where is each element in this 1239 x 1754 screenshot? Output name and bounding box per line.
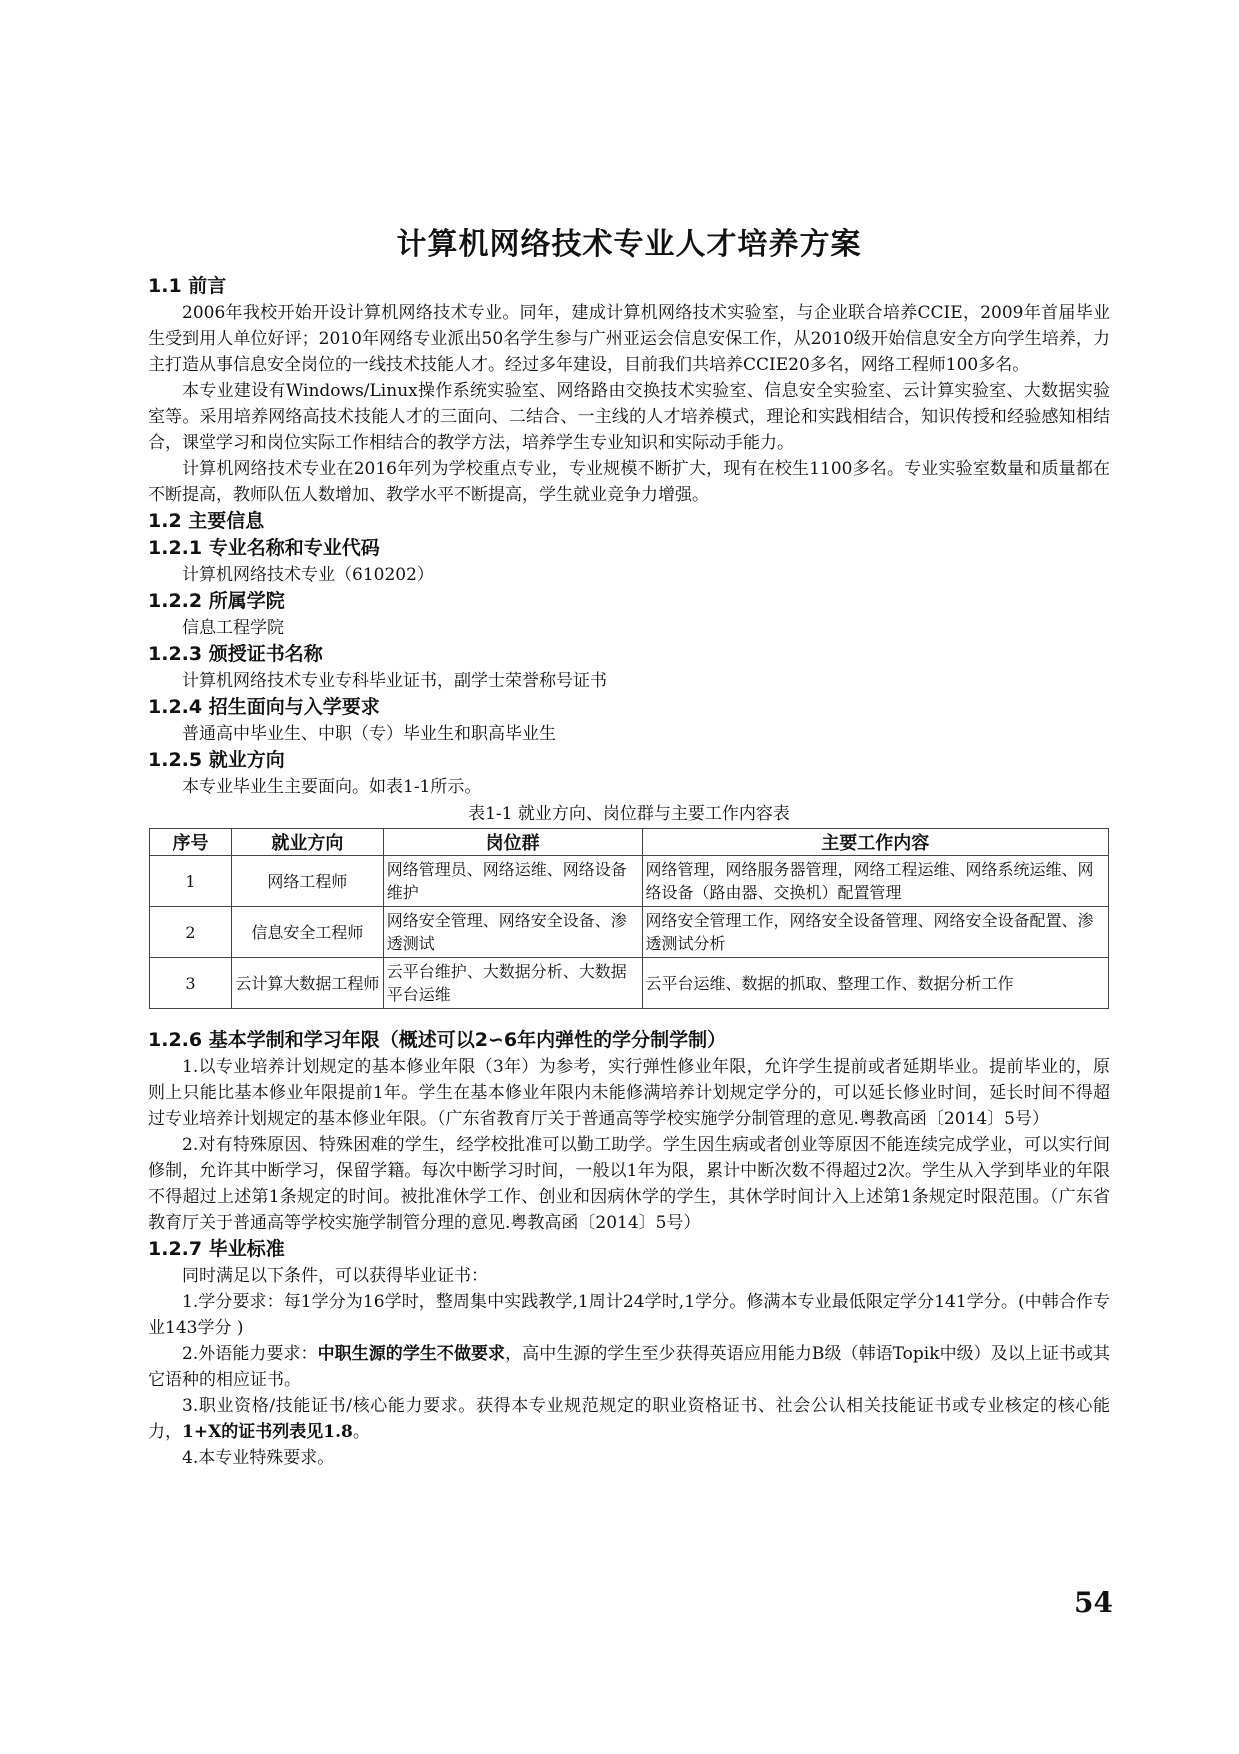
paragraph: 4.本专业特殊要求。	[182, 1448, 335, 1468]
paragraph: 计算机网络技术专业在2016年列为学校重点专业，专业规模不断扩大，现有在校生1100多名。专业实验室数量和质量都在不断提高，教师队伍人数增加、教学水平不断提高，学生就业竞争力增强。	[148, 459, 1110, 505]
table-header: 主要工作内容	[642, 829, 1109, 856]
table-cell: 网络安全管理工作，网络安全设备管理、网络安全设备配置、渗透测试分析	[642, 907, 1109, 958]
certificate-name: 计算机网络技术专业专科毕业证书，副学士荣誉称号证书	[182, 671, 607, 691]
text-run: 2.外语能力要求：	[182, 1344, 318, 1364]
table-header-row	[150, 829, 1109, 856]
table-header: 序号	[150, 829, 232, 856]
page-number: 54	[1074, 1586, 1113, 1619]
employment-table	[149, 828, 1109, 1009]
table-caption: 表1-1 就业方向、岗位群与主要工作内容表	[468, 804, 790, 824]
paragraph: 1.学分要求：每1学分为16学时，整周集中实践教学,1周计24学时,1学分。修满本专业最低限定学分141学分。(中韩合作专业143学分 )	[148, 1292, 1110, 1338]
table-row	[150, 856, 1109, 907]
section-heading-1-1: 1.1 前言	[148, 275, 227, 297]
table-header: 就业方向	[231, 829, 383, 856]
enrollment-requirements: 普通高中毕业生、中职（专）毕业生和职高毕业生	[182, 724, 556, 744]
paragraph: 1.以专业培养计划规定的基本修业年限（3年）为参考，实行弹性修业年限，允许学生提前或者延期毕业。提前毕业的，原则上只能比基本修业年限提前1年。学生在基本修业年限内未能修满培养计划规定学分的，可以延长修业时间，延长时间不得超过专业培养计划规定的基本修业年限。（广东省教育厅关于普通高等学校实施学分制管理的意见.粤教高函〔2014〕5号）	[148, 1057, 1110, 1129]
paragraph	[148, 1393, 1110, 1445]
section-heading-1-2-2: 1.2.2 所属学院	[148, 590, 285, 612]
document-title: 计算机网络技术专业人才培养方案	[396, 227, 862, 262]
paragraph: 本专业建设有Windows/Linux操作系统实验室、网络路由交换技术实验室、信息安全实验室、云计算实验室、大数据实验室等。采用培养网络高技术技能人才的三面向、二结合、一主线的人才培养模式，理论和实践相结合，知识传授和经验感知相结合，课堂学习和岗位实际工作相结合的教学方法，培养学生专业知识和实际动手能力。	[148, 381, 1110, 453]
table-cell: 网络工程师	[231, 856, 383, 907]
table-cell: 云计算大数据工程师	[231, 958, 383, 1009]
text-run: ，高中生源的学生至少获得英语应用能力B级（韩语Topik中级）及以上证书或其它语种的相应证书。	[148, 1344, 1110, 1390]
table-cell: 1	[150, 856, 232, 907]
text-run: 。	[352, 1422, 370, 1442]
table-cell: 3	[150, 958, 232, 1009]
college-name: 信息工程学院	[182, 618, 284, 638]
section-heading-1-2-1: 1.2.1 专业名称和专业代码	[148, 537, 380, 559]
paragraph: 2.对有特殊原因、特殊困难的学生，经学校批准可以勤工助学。学生因生病或者创业等原因不能连续完成学业，可以实行间修制，允许其中断学习，保留学籍。每次中断学习时间，一般以1年为限，累计中断次数不得超过2次。学生从入学到毕业的年限不得超过上述第1条规定的时间。被批准休学工作、创业和因病休学的学生，其休学时间计入上述第1条规定时限范围。（广东省教育厅关于普通高等学校实施学制管分理的意见.粤教高函〔2014〕5号）	[148, 1135, 1110, 1233]
section-heading-1-2-5: 1.2.5 就业方向	[148, 749, 285, 771]
table-row	[150, 907, 1109, 958]
table-cell: 云平台维护、大数据分析、大数据平台运维	[383, 958, 642, 1009]
table-cell: 云平台运维、数据的抓取、整理工作、数据分析工作	[642, 958, 1109, 1009]
table-cell: 网络管理，网络服务器管理，网络工程运维、网络系统运维、网络设备（路由器、交换机）配置管理	[642, 856, 1109, 907]
table-cell: 信息安全工程师	[231, 907, 383, 958]
major-name-code: 计算机网络技术专业（610202）	[182, 565, 434, 585]
section-heading-1-2-3: 1.2.3 颁授证书名称	[148, 643, 323, 665]
section-heading-1-2: 1.2 主要信息	[148, 510, 265, 532]
section-heading-1-2-6: 1.2.6 基本学制和学习年限（概述可以2∽6年内弹性的学分制学制）	[148, 1029, 727, 1051]
paragraph: 2006年我校开始开设计算机网络技术专业。同年，建成计算机网络技术实验室，与企业联合培养CCIE，2009年首届毕业生受到用人单位好评；2010年网络专业派出50名学生参与广州亚运会信息安保工作，从2010级开始信息安全方向学生培养，力主打造从事信息安全岗位的一线技术技能人才。经过多年建设，目前我们共培养CCIE20多名，网络工程师100多名。	[148, 303, 1110, 375]
table-cell: 网络安全管理、网络安全设备、渗透测试	[383, 907, 642, 958]
text-run: 3.职业资格/技能证书/核心能力要求。获得本专业规范规定的职业资格证书、社会公认相关技能证书或专业核定的核心能力，	[148, 1396, 1110, 1442]
table-row	[150, 958, 1109, 1009]
employment-direction-text: 本专业毕业生主要面向。如表1-1所示。	[182, 777, 482, 797]
paragraph: 同时满足以下条件，可以获得毕业证书：	[182, 1266, 488, 1286]
bold-text: 中职生源的学生不做要求	[317, 1344, 506, 1364]
section-heading-1-2-4: 1.2.4 招生面向与入学要求	[148, 696, 380, 718]
paragraph	[148, 1341, 1110, 1393]
section-heading-1-2-7: 1.2.7 毕业标准	[148, 1238, 285, 1260]
bold-text: 1+X的证书列表见1.8	[182, 1422, 353, 1442]
table-cell: 网络管理员、网络运维、网络设备维护	[383, 856, 642, 907]
document-page	[148, 225, 1110, 1471]
table-header: 岗位群	[383, 829, 642, 856]
table-cell: 2	[150, 907, 232, 958]
